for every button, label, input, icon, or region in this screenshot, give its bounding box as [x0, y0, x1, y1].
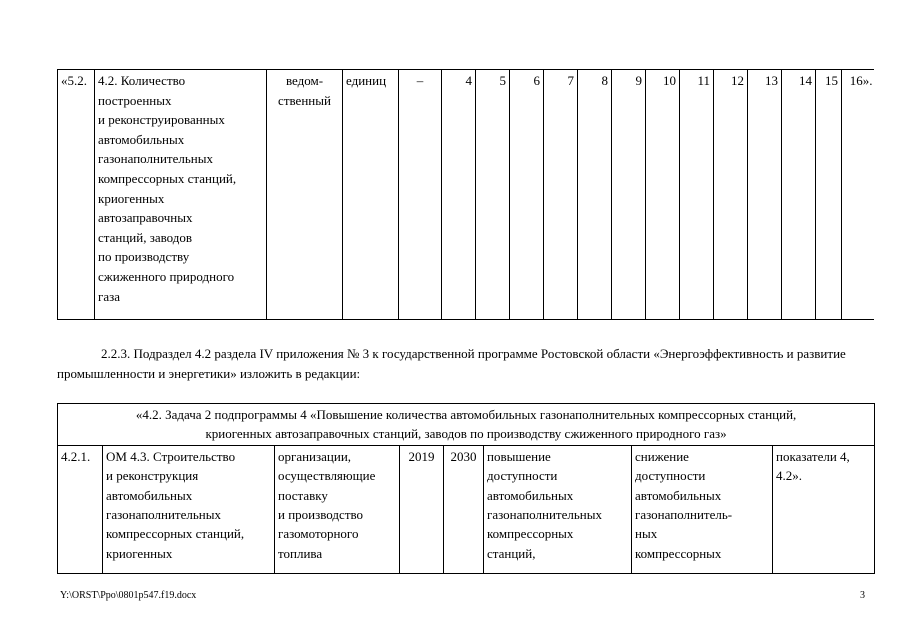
- start-year: 2019: [400, 445, 444, 573]
- indicator-type: [267, 70, 343, 320]
- measure-executor-line: газомоторного: [278, 526, 359, 542]
- expected-result-line: компрессорных: [487, 526, 574, 542]
- year-value: 8: [578, 70, 612, 320]
- task-header-line: «4.2. Задача 2 подпрограммы 4 «Повышение количества автомобильных газонаполнительных компрессорных станций,: [135, 407, 797, 422]
- measure-name-line: автомобильных: [106, 487, 193, 503]
- measure-name-line: криогенных: [106, 545, 173, 561]
- measure-executor-line: поставку: [278, 487, 328, 503]
- indicator-type-line: ведом-: [285, 73, 324, 88]
- table-row: [58, 70, 874, 320]
- base-value: –: [399, 70, 442, 320]
- year-value: 10: [646, 70, 680, 320]
- year-value: 12: [714, 70, 748, 320]
- consequence-line: компрессорных: [635, 545, 722, 561]
- task-header: [58, 404, 875, 446]
- consequence-line: автомобильных: [635, 487, 722, 503]
- amendment-paragraph: 2.2.3. Подраздел 4.2 раздела IV приложения № 3 к государственной программе Ростовской области «Энергоэффективность и развитие промышленности и энергетики» изложить в редакции:: [57, 346, 846, 381]
- consequence-line: доступности: [635, 468, 706, 484]
- expected-result-line: автомобильных: [487, 487, 574, 503]
- year-value: 13: [748, 70, 782, 320]
- measure-executor-line: осуществляющие: [278, 468, 376, 484]
- measure-executor-line: топлива: [278, 545, 323, 561]
- indicator-type-line: ственный: [278, 92, 331, 108]
- consequence-line: газонаполнитель-: [635, 507, 733, 523]
- indicator-link-line: 4.2».: [776, 468, 802, 484]
- expected-result-line: повышение: [487, 448, 551, 464]
- measure-executor-line: и производство: [278, 507, 364, 523]
- indicator-name-line: по производству: [98, 249, 190, 265]
- indicator-name-line: автомобильных: [98, 131, 185, 147]
- expected-result-line: газонаполнительных: [487, 507, 602, 523]
- measure-executor: [275, 445, 400, 573]
- expected-result: [484, 445, 632, 573]
- measure-name-line: и реконструкция: [106, 468, 199, 484]
- measure-name-line: компрессорных станций,: [106, 526, 245, 542]
- indicator-name-line: автозаправочных: [98, 210, 193, 226]
- end-year: 2030: [444, 445, 484, 573]
- consequence-line: снижение: [635, 448, 689, 464]
- indicator-name: [95, 70, 267, 320]
- year-value: 7: [544, 70, 578, 320]
- task-header-line: криогенных автозаправочных станций, заводов по производству сжиженного природного газ»: [205, 426, 727, 442]
- row-index: «5.2.: [58, 70, 95, 320]
- indicator-name-line: сжиженного природного: [98, 268, 235, 284]
- indicator-name-line: построенных: [98, 92, 172, 108]
- year-value: 14: [782, 70, 816, 320]
- year-value: 16».: [842, 70, 874, 320]
- indicator-link: [773, 445, 875, 573]
- indicator-name-line: газа: [98, 288, 121, 304]
- indicator-name-line: 4.2. Количество: [98, 73, 186, 88]
- measure-name-line: ОМ 4.3. Строительство: [106, 448, 236, 464]
- task-header-row: [58, 404, 875, 446]
- measure-name-line: газонаполнительных: [106, 507, 221, 523]
- indicator-name-line: газонаполнительных: [98, 151, 213, 167]
- indicator-link-line: показатели 4,: [776, 448, 850, 464]
- measure-executor-line: организации,: [278, 448, 352, 464]
- indicator-name-line: криогенных: [98, 190, 165, 206]
- footer-file-path: Y:\ORST\Ppo\0801p547.f19.docx: [60, 590, 197, 601]
- year-value: 4: [442, 70, 476, 320]
- table-row: [58, 445, 875, 573]
- indicator-name-line: станций, заводов: [98, 229, 193, 245]
- non-implementation-consequence: [632, 445, 773, 573]
- year-value: 5: [476, 70, 510, 320]
- row-index: 4.2.1.: [58, 445, 103, 573]
- indicator-name-line: компрессорных станций,: [98, 170, 237, 186]
- expected-result-line: доступности: [487, 468, 558, 484]
- indicator-name-line: и реконструированных: [98, 112, 225, 128]
- indicator-unit: единиц: [343, 70, 399, 320]
- year-value: 11: [680, 70, 714, 320]
- year-value: 15: [816, 70, 842, 320]
- measure-name: [103, 445, 275, 573]
- measures-table: [57, 403, 875, 574]
- indicators-table: [57, 69, 874, 320]
- page-number: 3: [860, 590, 865, 601]
- year-value: 9: [612, 70, 646, 320]
- year-value: 6: [510, 70, 544, 320]
- consequence-line: ных: [635, 526, 658, 542]
- expected-result-line: станций,: [487, 545, 536, 561]
